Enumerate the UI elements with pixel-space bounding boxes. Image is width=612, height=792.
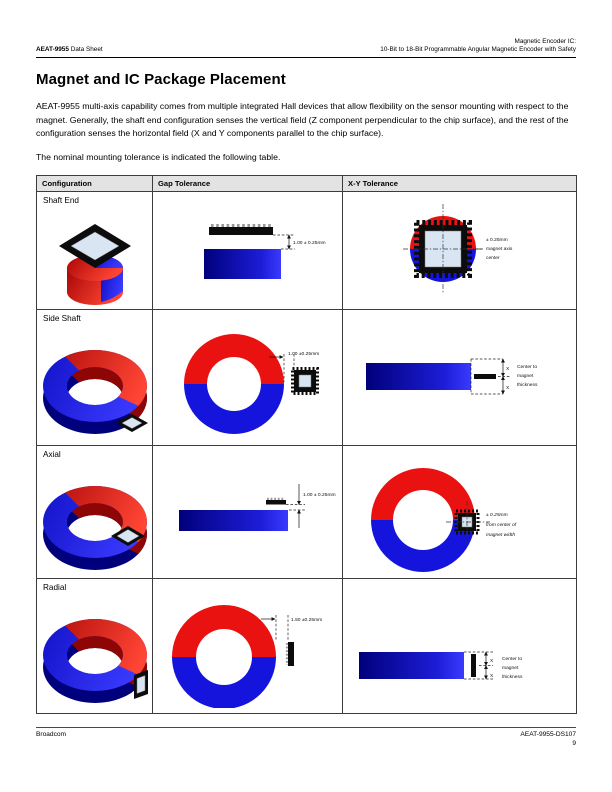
- side-shaft-xy-figure: [343, 310, 575, 445]
- page-footer: [36, 727, 576, 747]
- cell-shaft-end-xy: [343, 192, 577, 310]
- doc-part-number: AEAT-9955: [36, 46, 69, 54]
- table-row-axial: [37, 446, 577, 579]
- xy-tolerance-label-line1: Center to: [517, 365, 538, 371]
- cell-side-shaft-config: [37, 310, 153, 446]
- radial-gap-figure: [153, 579, 341, 708]
- config-label: Axial: [43, 450, 61, 460]
- page-header: [36, 38, 576, 54]
- footer-rule: [36, 727, 576, 728]
- cell-radial-gap: [153, 579, 343, 714]
- header-product-line1: Magnetic Encoder IC:: [514, 38, 576, 45]
- cell-axial-gap: [153, 446, 343, 579]
- cell-shaft-end-config: [37, 192, 153, 310]
- shaft-end-gap-figure: [153, 192, 341, 308]
- table-row-shaft-end: [37, 192, 577, 310]
- footer-company: Broadcom: [36, 731, 67, 738]
- xy-dim-x-bottom: X: [490, 674, 494, 680]
- config-label: Radial: [43, 583, 67, 593]
- shaft-end-3d-figure: [38, 208, 152, 308]
- cell-radial-xy: [343, 579, 577, 714]
- xy-tolerance-label-line3: thickness: [502, 675, 523, 681]
- gap-dimension-label: 1.00 ± 0.25mm: [293, 241, 326, 247]
- gap-dimension-label: 1.50 ±0.25mm: [291, 618, 323, 624]
- gap-dimension-label: 1.00 ± 0.25mm: [303, 493, 336, 499]
- xy-tolerance-label-line1: ± 0.25mm: [486, 238, 508, 244]
- axial-gap-figure: [153, 446, 341, 573]
- gap-dimension-label: 1.00 ±0.25mm: [288, 352, 320, 358]
- xy-tolerance-label-line2: magnet: [517, 374, 534, 380]
- axial-3d-figure: [38, 460, 152, 578]
- header-rule: [36, 57, 576, 58]
- table-row-side-shaft: [37, 310, 577, 446]
- xy-tolerance-label-line3: thickness: [517, 383, 538, 389]
- cell-axial-config: [37, 446, 153, 579]
- xy-dim-x-bottom: X: [506, 386, 510, 392]
- cell-side-shaft-gap: [153, 310, 343, 446]
- col-header-gap-tolerance: Gap Tolerance: [153, 176, 343, 192]
- cell-shaft-end-gap: [153, 192, 343, 310]
- col-header-configuration: Configuration: [37, 176, 153, 192]
- doc-type: Data Sheet: [68, 46, 103, 54]
- footer-doc-number: AEAT-9955-DS107: [520, 731, 576, 738]
- cell-radial-config: [37, 579, 153, 714]
- xy-tolerance-label-line2: magnet: [502, 666, 519, 672]
- table-header-row: [37, 176, 577, 192]
- intro-paragraph: AEAT-9955 multi-axis capability comes from multiple integrated Hall devices that allow flexibility on the sensor mounting with respect to the magnet. Generally, the shaft end configuration senses the vertical field (Z component perpendicular to the chip surface), and the rest of the configuration senses the horizontal field (X and Y components parallel to the chip surface).: [36, 101, 569, 138]
- shaft-end-xy-figure: [343, 192, 575, 308]
- axial-xy-figure: [343, 446, 575, 573]
- header-left: [36, 46, 103, 54]
- xy-tolerance-label-line2: from center of: [486, 523, 517, 529]
- header-product-line2: 10-Bit to 18-Bit Programmable Angular Magnetic Encoder with Safety: [380, 46, 576, 54]
- config-label: Side Shaft: [43, 314, 81, 324]
- xy-dim-x-top: X: [490, 659, 494, 665]
- table-row-radial: [37, 579, 577, 714]
- cell-side-shaft-xy: [343, 310, 577, 446]
- xy-tolerance-label-line3: center: [486, 256, 500, 262]
- side-shaft-3d-figure: [38, 324, 152, 444]
- radial-3d-figure: [38, 593, 152, 713]
- xy-dim-x-top: X: [506, 367, 510, 373]
- mounting-tolerance-table: [36, 175, 577, 714]
- xy-tolerance-label-line1: Center to: [502, 657, 523, 663]
- radial-xy-figure: [343, 579, 575, 708]
- xy-tolerance-label-line2: magnet axis: [486, 247, 513, 253]
- side-shaft-gap-figure: [153, 310, 341, 445]
- xy-tolerance-label-line3: magnet width: [486, 533, 516, 539]
- col-header-xy-tolerance: X-Y Tolerance: [343, 176, 577, 192]
- config-label: Shaft End: [43, 196, 79, 206]
- cell-axial-xy: [343, 446, 577, 579]
- xy-tolerance-label-line1: ± 0.25mm: [486, 513, 508, 519]
- header-right: [380, 38, 576, 54]
- table-intro-paragraph: The nominal mounting tolerance is indicated the following table.: [36, 152, 281, 163]
- section-title: Magnet and IC Package Placement: [36, 71, 286, 89]
- page-number: 9: [572, 740, 576, 747]
